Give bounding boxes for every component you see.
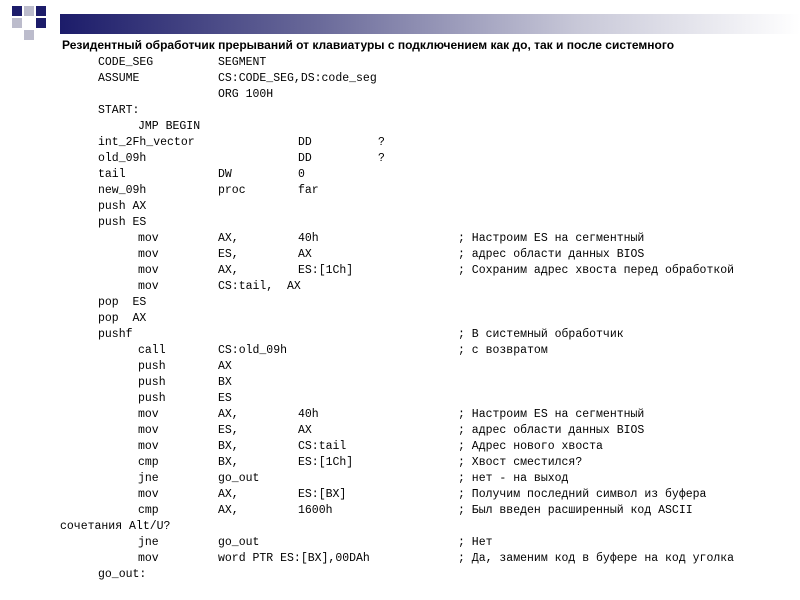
code-instruction: mov <box>138 264 159 277</box>
code-operand: ES, <box>218 248 239 261</box>
code-operand: CS:tail, AX <box>218 280 301 293</box>
code-instruction: mov <box>138 280 159 293</box>
decor-square <box>36 6 46 16</box>
code-operand: DD <box>298 136 312 149</box>
code-instruction: call <box>138 344 166 357</box>
code-comment: ; с возвратом <box>458 344 548 357</box>
code-instruction: JMP BEGIN <box>138 120 201 133</box>
code-instruction: mov <box>138 248 159 261</box>
code-line <box>0 71 800 87</box>
code-line <box>0 311 800 327</box>
code-line <box>0 135 800 151</box>
code-line <box>0 55 800 71</box>
code-operand: BX, <box>218 440 239 453</box>
code-line <box>0 503 800 519</box>
code-line <box>0 183 800 199</box>
code-continuation: сочетания Alt/U? <box>60 520 171 533</box>
code-line <box>0 519 800 535</box>
code-operand: SEGMENT <box>218 56 267 69</box>
code-instruction: mov <box>138 232 159 245</box>
code-comment: ; Получим последний символ из буфера <box>458 488 707 501</box>
code-comment: ; Адрес нового хвоста <box>458 440 603 453</box>
code-operand: word PTR ES:[BX],00DAh <box>218 552 370 565</box>
code-operand: DW <box>218 168 232 181</box>
code-operand: AX, <box>218 264 239 277</box>
code-comment: ; Сохраним адрес хвоста перед обработкой <box>458 264 735 277</box>
code-line <box>0 295 800 311</box>
code-line <box>0 359 800 375</box>
code-line <box>0 327 800 343</box>
code-label: tail <box>98 168 126 181</box>
decor-square <box>24 30 34 40</box>
code-line <box>0 423 800 439</box>
code-label: int_2Fh_vector <box>98 136 195 149</box>
code-operand: 40h <box>298 232 319 245</box>
code-operand: proc <box>218 184 246 197</box>
decor-square <box>12 18 22 28</box>
code-line <box>0 487 800 503</box>
code-operand: CS:old_09h <box>218 344 288 357</box>
code-operand: AX, <box>218 408 239 421</box>
code-line <box>0 119 800 135</box>
code-instruction: push <box>138 360 166 373</box>
code-instruction: cmp <box>138 504 159 517</box>
code-instruction: mov <box>138 440 159 453</box>
code-operand: AX, <box>218 504 239 517</box>
code-operand: go_out <box>218 472 260 485</box>
code-label: push AX <box>98 200 147 213</box>
decor-square <box>12 6 22 16</box>
code-comment: ; Настроим ES на сегментный <box>458 232 645 245</box>
code-instruction: mov <box>138 552 159 565</box>
header-gradient-bar <box>60 14 800 34</box>
code-line <box>0 215 800 231</box>
code-instruction: push <box>138 392 166 405</box>
code-label: CODE_SEG <box>98 56 154 69</box>
code-operand: AX, <box>218 232 239 245</box>
code-comment: ; адрес области данных BIOS <box>458 248 645 261</box>
code-line <box>0 279 800 295</box>
code-instruction: cmp <box>138 456 159 469</box>
code-instruction: jne <box>138 536 159 549</box>
code-operand: 1600h <box>298 504 333 517</box>
code-line <box>0 87 800 103</box>
code-line <box>0 151 800 167</box>
decor-square <box>36 18 46 28</box>
code-operand: ES:[1Ch] <box>298 456 354 469</box>
code-line <box>0 567 800 583</box>
code-comment: ; Был введен расширенный код ASCII <box>458 504 693 517</box>
decor-square <box>24 6 34 16</box>
code-label: pop ES <box>98 296 147 309</box>
code-comment: ; Нет <box>458 536 493 549</box>
code-operand: AX, <box>218 488 239 501</box>
code-comment: ; нет - на выход <box>458 472 569 485</box>
code-comment: ; Настроим ES на сегментный <box>458 408 645 421</box>
code-label: new_09h <box>98 184 147 197</box>
code-label: START: <box>98 104 140 117</box>
code-instruction: jne <box>138 472 159 485</box>
slide-title: Резидентный обработчик прерываний от клавиатуры с подключением как до, так и после системного <box>62 38 675 52</box>
code-line <box>0 247 800 263</box>
code-operand: 0 <box>298 168 305 181</box>
code-operand: AX <box>298 424 312 437</box>
code-operand: BX, <box>218 456 239 469</box>
code-label: push ES <box>98 216 147 229</box>
code-line <box>0 199 800 215</box>
code-operand: ES:[BX] <box>298 488 347 501</box>
code-line <box>0 535 800 551</box>
code-instruction: mov <box>138 408 159 421</box>
code-line <box>0 471 800 487</box>
code-label: go_out: <box>98 568 147 581</box>
code-comment: ; Хвост сместился? <box>458 456 583 469</box>
code-operand: ? <box>378 152 385 165</box>
code-operand: ES, <box>218 424 239 437</box>
code-instruction: mov <box>138 424 159 437</box>
code-line <box>0 231 800 247</box>
code-operand: CS:tail <box>298 440 347 453</box>
code-line <box>0 263 800 279</box>
code-line <box>0 439 800 455</box>
code-comment: ; адрес области данных BIOS <box>458 424 645 437</box>
code-operand: ES <box>218 392 232 405</box>
code-operand: 40h <box>298 408 319 421</box>
code-line <box>0 103 800 119</box>
code-comment: ; Да, заменим код в буфере на код уголка <box>458 552 735 565</box>
code-line <box>0 375 800 391</box>
code-label: ASSUME <box>98 72 140 85</box>
code-line <box>0 407 800 423</box>
code-operand: ORG 100H <box>218 88 274 101</box>
code-operand: AX <box>298 248 312 261</box>
code-instruction: mov <box>138 488 159 501</box>
code-operand: CS:CODE_SEG,DS:code_seg <box>218 72 377 85</box>
code-operand: far <box>298 184 319 197</box>
code-line <box>0 551 800 567</box>
code-label: pushf <box>98 328 133 341</box>
code-instruction: push <box>138 376 166 389</box>
code-line <box>0 391 800 407</box>
code-operand: ? <box>378 136 385 149</box>
code-operand: AX <box>218 360 232 373</box>
code-label: pop AX <box>98 312 147 325</box>
code-operand: go_out <box>218 536 260 549</box>
code-line <box>0 455 800 471</box>
code-line <box>0 343 800 359</box>
code-comment: ; В системный обработчик <box>458 328 624 341</box>
code-line <box>0 167 800 183</box>
code-label: old_09h <box>98 152 147 165</box>
code-operand: BX <box>218 376 232 389</box>
code-operand: ES:[1Ch] <box>298 264 354 277</box>
code-operand: DD <box>298 152 312 165</box>
